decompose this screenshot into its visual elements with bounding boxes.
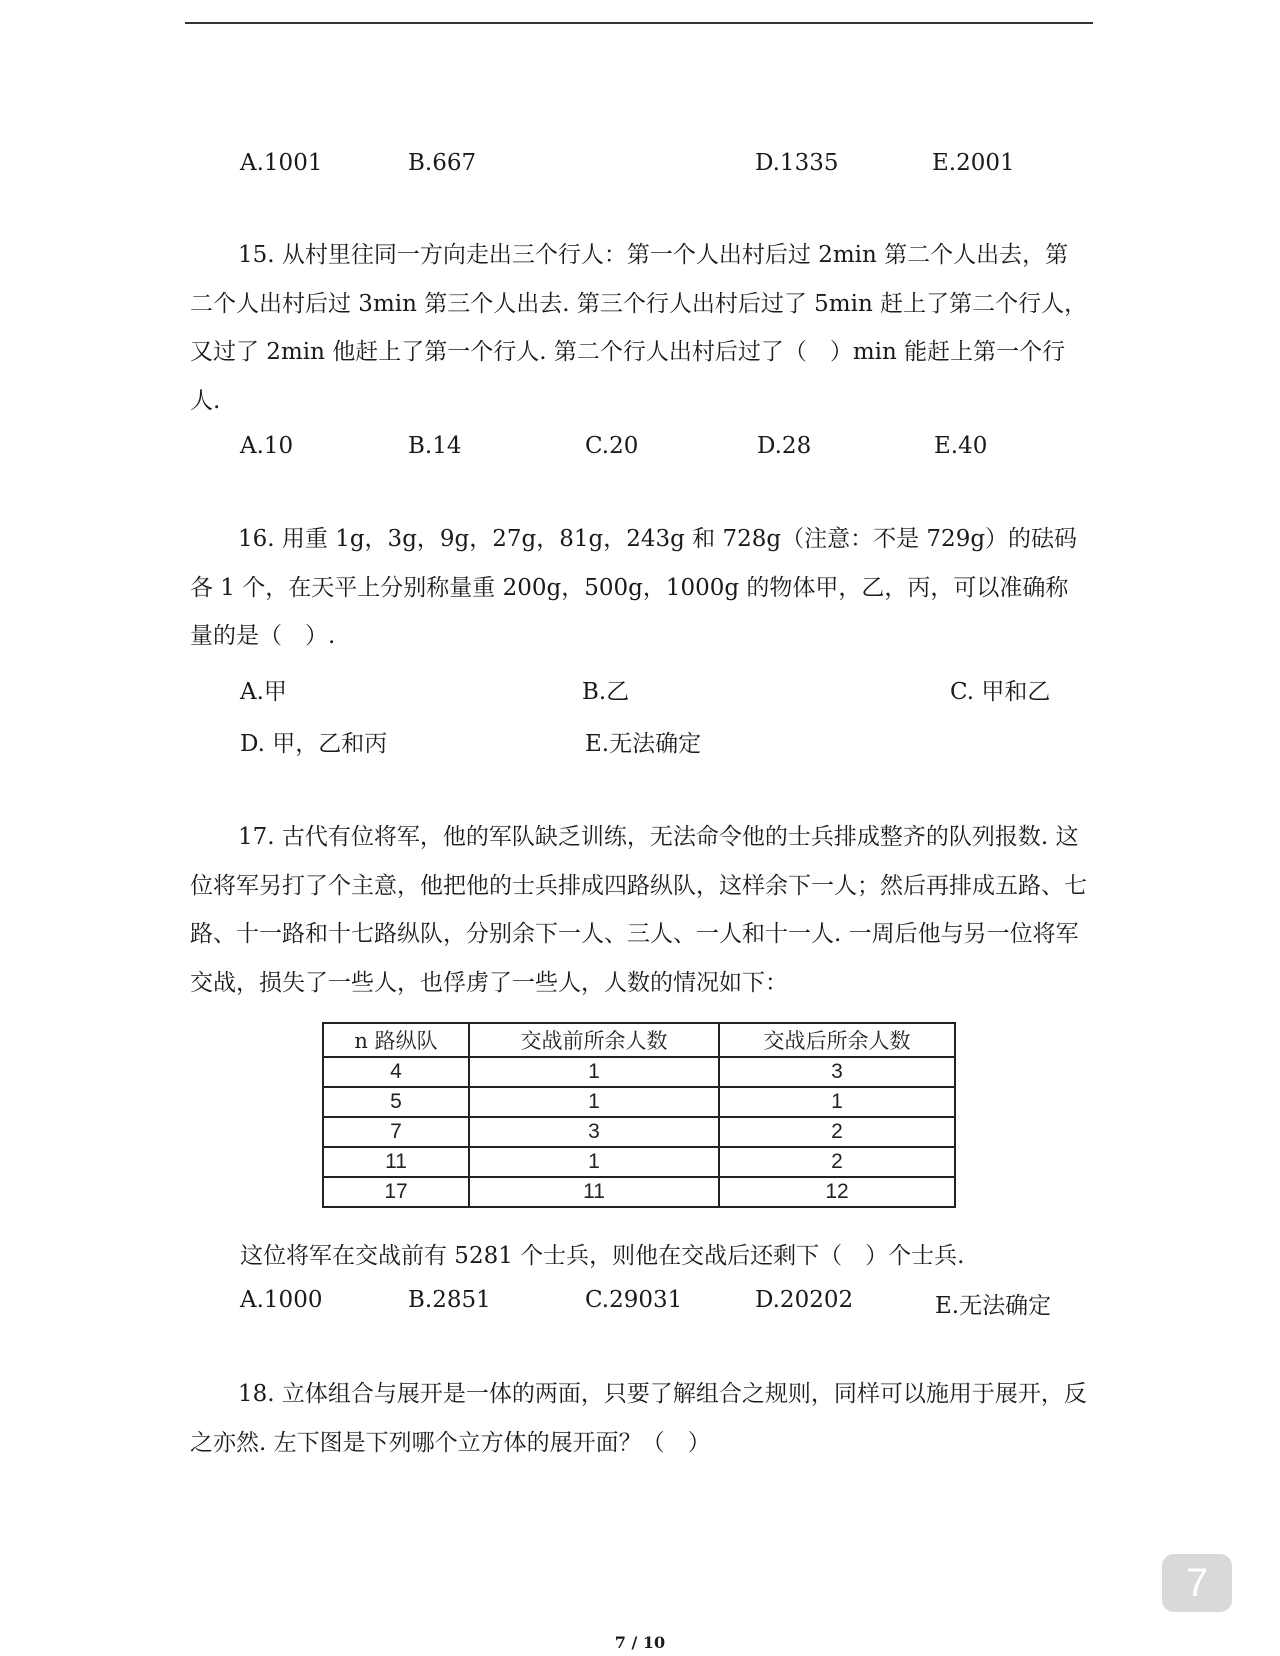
q16-option-e: E.无法确定 (585, 731, 702, 757)
table-cell: 2 (719, 1117, 955, 1147)
q17-question: 17. 古代有位将军，他的军队缺乏训练，无法命令他的士兵排成整齐的队列报数. 这位将军另打了个主意，他把他的士兵排成四路纵队，这样余下一人；然后再排成五路、七路、十一路和十七路纵队，分别余下一人、三人、一人和十一人. 一周后他与另一位将军交战，损失了一些人，也俘虏了一些人，人数的情况如下： (190, 824, 1087, 996)
q16-question: 16. 用重 1g，3g，9g，27g，81g，243g 和 728g（注意：不是 729g）的砝码各 1 个，在天平上分别称量重 200g，500g，1000g 的物体甲，乙，丙，可以准确称量的是（ ）. (190, 526, 1078, 650)
q14-option-a: A.1001 (240, 150, 323, 176)
q17-option-a: A.1000 (240, 1287, 323, 1313)
q17-option-d: D.20202 (755, 1287, 854, 1313)
q14-option-b: B.667 (408, 150, 477, 176)
q14-option-d: D.1335 (755, 150, 839, 176)
table-header-row (323, 1023, 955, 1057)
table-header-n: n 路纵队 (323, 1023, 469, 1057)
table-cell: 3 (469, 1117, 719, 1147)
table-cell: 12 (719, 1177, 955, 1207)
table-cell: 2 (719, 1147, 955, 1177)
header-rule (185, 22, 1093, 24)
q16-option-a: A.甲 (240, 679, 287, 705)
q17-option-b: B.2851 (408, 1287, 491, 1313)
q15-option-a: A.10 (240, 433, 294, 459)
table-row (323, 1177, 955, 1207)
q14-option-e: E.2001 (932, 150, 1015, 176)
page-number-badge: 7 (1162, 1554, 1232, 1612)
table-cell: 11 (469, 1177, 719, 1207)
table-cell: 4 (323, 1057, 469, 1087)
table-cell: 1 (469, 1087, 719, 1117)
q15-option-c: C.20 (585, 433, 639, 459)
table-cell: 3 (719, 1057, 955, 1087)
q15-option-d: D.28 (757, 433, 812, 459)
q17-option-e: E.无法确定 (935, 1293, 1052, 1319)
q17-followup: 这位将军在交战前有 5281 个士兵，则他在交战后还剩下（ ）个士兵. (240, 1243, 965, 1269)
table-header-after: 交战后所余人数 (719, 1023, 955, 1057)
q15-option-e: E.40 (934, 433, 988, 459)
table-row (323, 1087, 955, 1117)
table-header-before: 交战前所余人数 (469, 1023, 719, 1057)
q15-question: 15. 从村里往同一方向走出三个行人：第一个人出村后过 2min 第二个人出去，第二个人出村后过 3min 第三个人出去. 第三个行人出村后过了 5min 赶上了第二个行人，又过了 2min 他赶上了第一个行人. 第二个行人出村后过了（ ）min 能赶上第一个行人. (190, 242, 1088, 414)
table-cell: 11 (323, 1147, 469, 1177)
table-cell: 1 (469, 1147, 719, 1177)
q15-option-b: B.14 (408, 433, 462, 459)
table-cell: 17 (323, 1177, 469, 1207)
table-cell: 7 (323, 1117, 469, 1147)
table-cell: 5 (323, 1087, 469, 1117)
table-cell: 1 (719, 1087, 955, 1117)
q17-option-c: C.29031 (585, 1287, 683, 1313)
q18-question: 18. 立体组合与展开是一体的两面，只要了解组合之规则，同样可以施用于展开，反之亦然. 左下图是下列哪个立方体的展开面？（ ） (190, 1381, 1087, 1456)
table-row (323, 1057, 955, 1087)
table-row (323, 1147, 955, 1177)
q16-option-c: C. 甲和乙 (950, 679, 1051, 705)
page-footer: 7 / 10 (614, 1633, 666, 1652)
table-cell: 1 (469, 1057, 719, 1087)
q16-option-b: B.乙 (582, 679, 630, 705)
q17-table (322, 1022, 956, 1208)
table-row (323, 1117, 955, 1147)
q16-option-d: D. 甲，乙和丙 (240, 731, 388, 757)
